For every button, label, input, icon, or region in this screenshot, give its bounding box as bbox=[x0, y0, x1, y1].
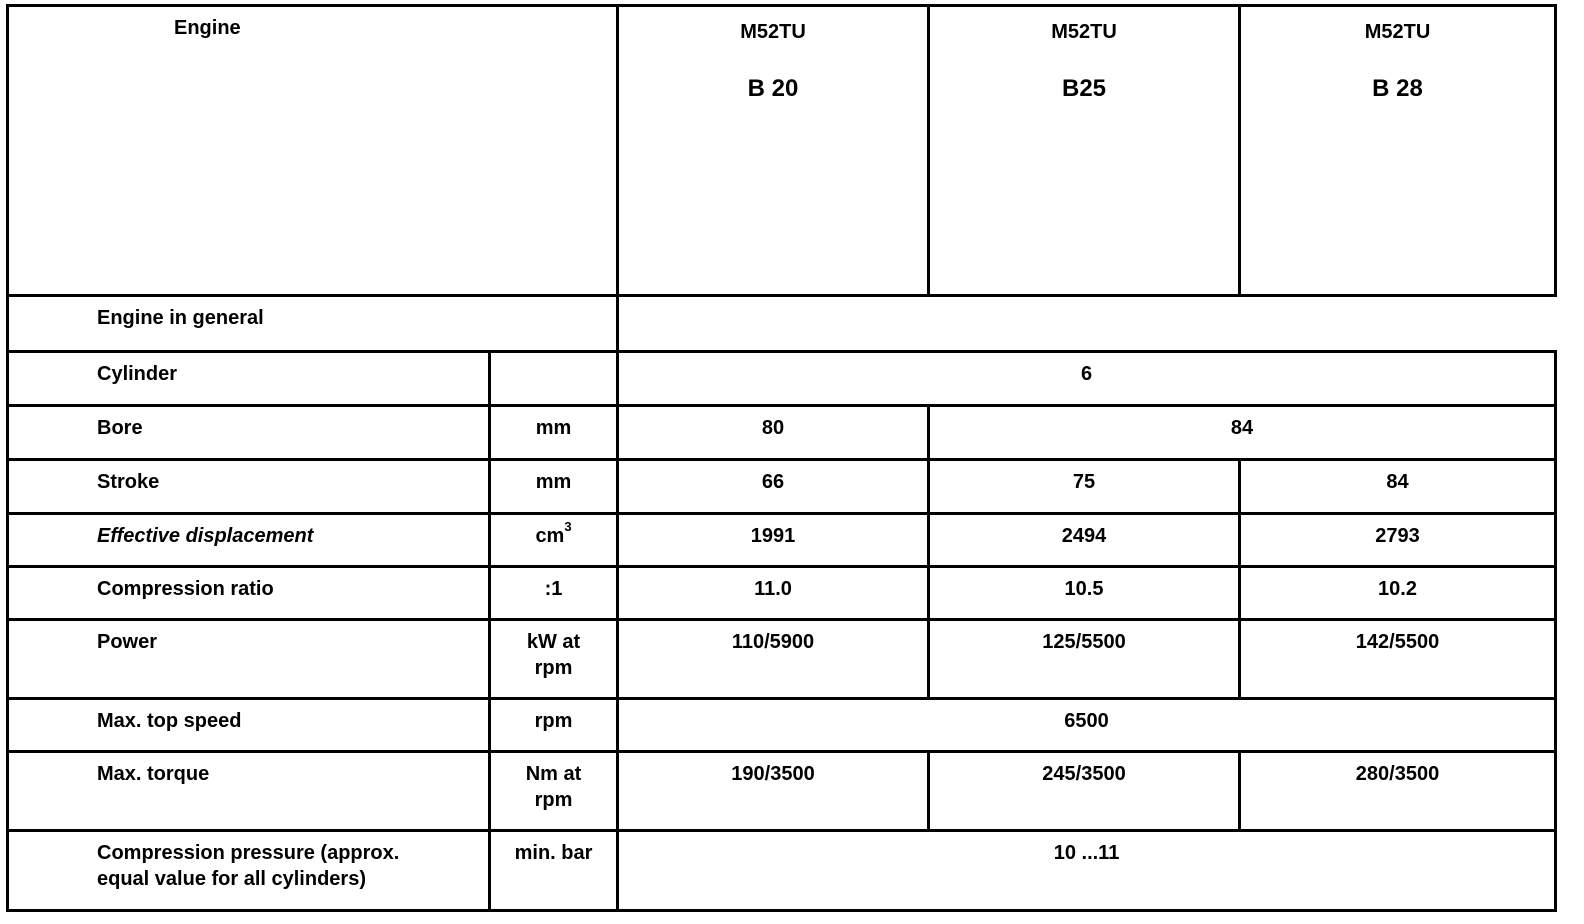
table-row-bore bbox=[8, 406, 1556, 460]
value-cell: 280/3500 bbox=[1240, 752, 1556, 831]
value-cell: 2793 bbox=[1240, 514, 1556, 567]
table-row-cylinder bbox=[8, 352, 1556, 406]
value-cell: 75 bbox=[929, 460, 1240, 514]
section-empty-cell bbox=[618, 296, 1556, 352]
header-row bbox=[8, 6, 1556, 296]
param-line: Compression pressure (approx. bbox=[97, 842, 400, 864]
table-row-torque bbox=[8, 752, 1556, 831]
unit-cell: :1 bbox=[490, 567, 618, 620]
model-header-b28 bbox=[1240, 6, 1556, 296]
value-cell: 84 bbox=[929, 406, 1556, 460]
value-cell: 6 bbox=[618, 352, 1556, 406]
value-cell: 6500 bbox=[618, 699, 1556, 752]
model-variant: B25 bbox=[1062, 75, 1107, 102]
param-label: Max. torque bbox=[8, 752, 490, 831]
section-row bbox=[8, 296, 1556, 352]
table-row-stroke bbox=[8, 460, 1556, 514]
unit-superscript: 3 bbox=[564, 519, 572, 535]
table-row-top-speed bbox=[8, 699, 1556, 752]
param-label: Power bbox=[8, 620, 490, 699]
model-variant: B 28 bbox=[1372, 75, 1423, 102]
param-label: Stroke bbox=[8, 460, 490, 514]
unit-cell bbox=[490, 514, 618, 567]
unit-cell bbox=[490, 752, 618, 831]
param-label: Effective displacement bbox=[8, 514, 490, 567]
value-cell: 2494 bbox=[929, 514, 1240, 567]
model-name: M52TU bbox=[1364, 21, 1431, 43]
table-title: Engine bbox=[8, 6, 618, 296]
unit-text: cm bbox=[535, 525, 565, 547]
unit-cell: min. bar bbox=[490, 831, 618, 911]
engine-spec-table bbox=[6, 4, 1557, 912]
unit-cell: rpm bbox=[490, 699, 618, 752]
model-name: M52TU bbox=[740, 21, 806, 43]
model-header-b25 bbox=[929, 6, 1240, 296]
value-cell: 142/5500 bbox=[1240, 620, 1556, 699]
value-cell: 1991 bbox=[618, 514, 929, 567]
table-row-power bbox=[8, 620, 1556, 699]
model-variant: B 20 bbox=[747, 75, 799, 102]
unit-line: kW at bbox=[526, 631, 581, 653]
unit-cell: mm bbox=[490, 460, 618, 514]
unit-line: rpm bbox=[534, 657, 573, 679]
table-row-displacement bbox=[8, 514, 1556, 567]
value-cell: 190/3500 bbox=[618, 752, 929, 831]
unit-line: Nm at bbox=[525, 763, 582, 785]
param-label bbox=[8, 831, 490, 911]
table-row-compression-pressure bbox=[8, 831, 1556, 911]
value-cell: 125/5500 bbox=[929, 620, 1240, 699]
section-title: Engine in general bbox=[8, 296, 618, 352]
unit-cell: mm bbox=[490, 406, 618, 460]
value-cell: 10.5 bbox=[929, 567, 1240, 620]
param-label: Cylinder bbox=[8, 352, 490, 406]
value-cell: 11.0 bbox=[618, 567, 929, 620]
unit-line: rpm bbox=[534, 789, 573, 811]
value-cell: 10.2 bbox=[1240, 567, 1556, 620]
value-cell: 80 bbox=[618, 406, 929, 460]
model-name: M52TU bbox=[1051, 21, 1117, 43]
param-line: equal value for all cylinders) bbox=[97, 868, 366, 890]
model-header-b20 bbox=[618, 6, 929, 296]
param-label: Bore bbox=[8, 406, 490, 460]
param-label: Compression ratio bbox=[8, 567, 490, 620]
value-cell: 10 ...11 bbox=[618, 831, 1556, 911]
value-cell: 66 bbox=[618, 460, 929, 514]
table-row-compression-ratio bbox=[8, 567, 1556, 620]
unit-cell bbox=[490, 620, 618, 699]
value-cell: 84 bbox=[1240, 460, 1556, 514]
value-cell: 110/5900 bbox=[618, 620, 929, 699]
unit-cell bbox=[490, 352, 618, 406]
param-label: Max. top speed bbox=[8, 699, 490, 752]
value-cell: 245/3500 bbox=[929, 752, 1240, 831]
